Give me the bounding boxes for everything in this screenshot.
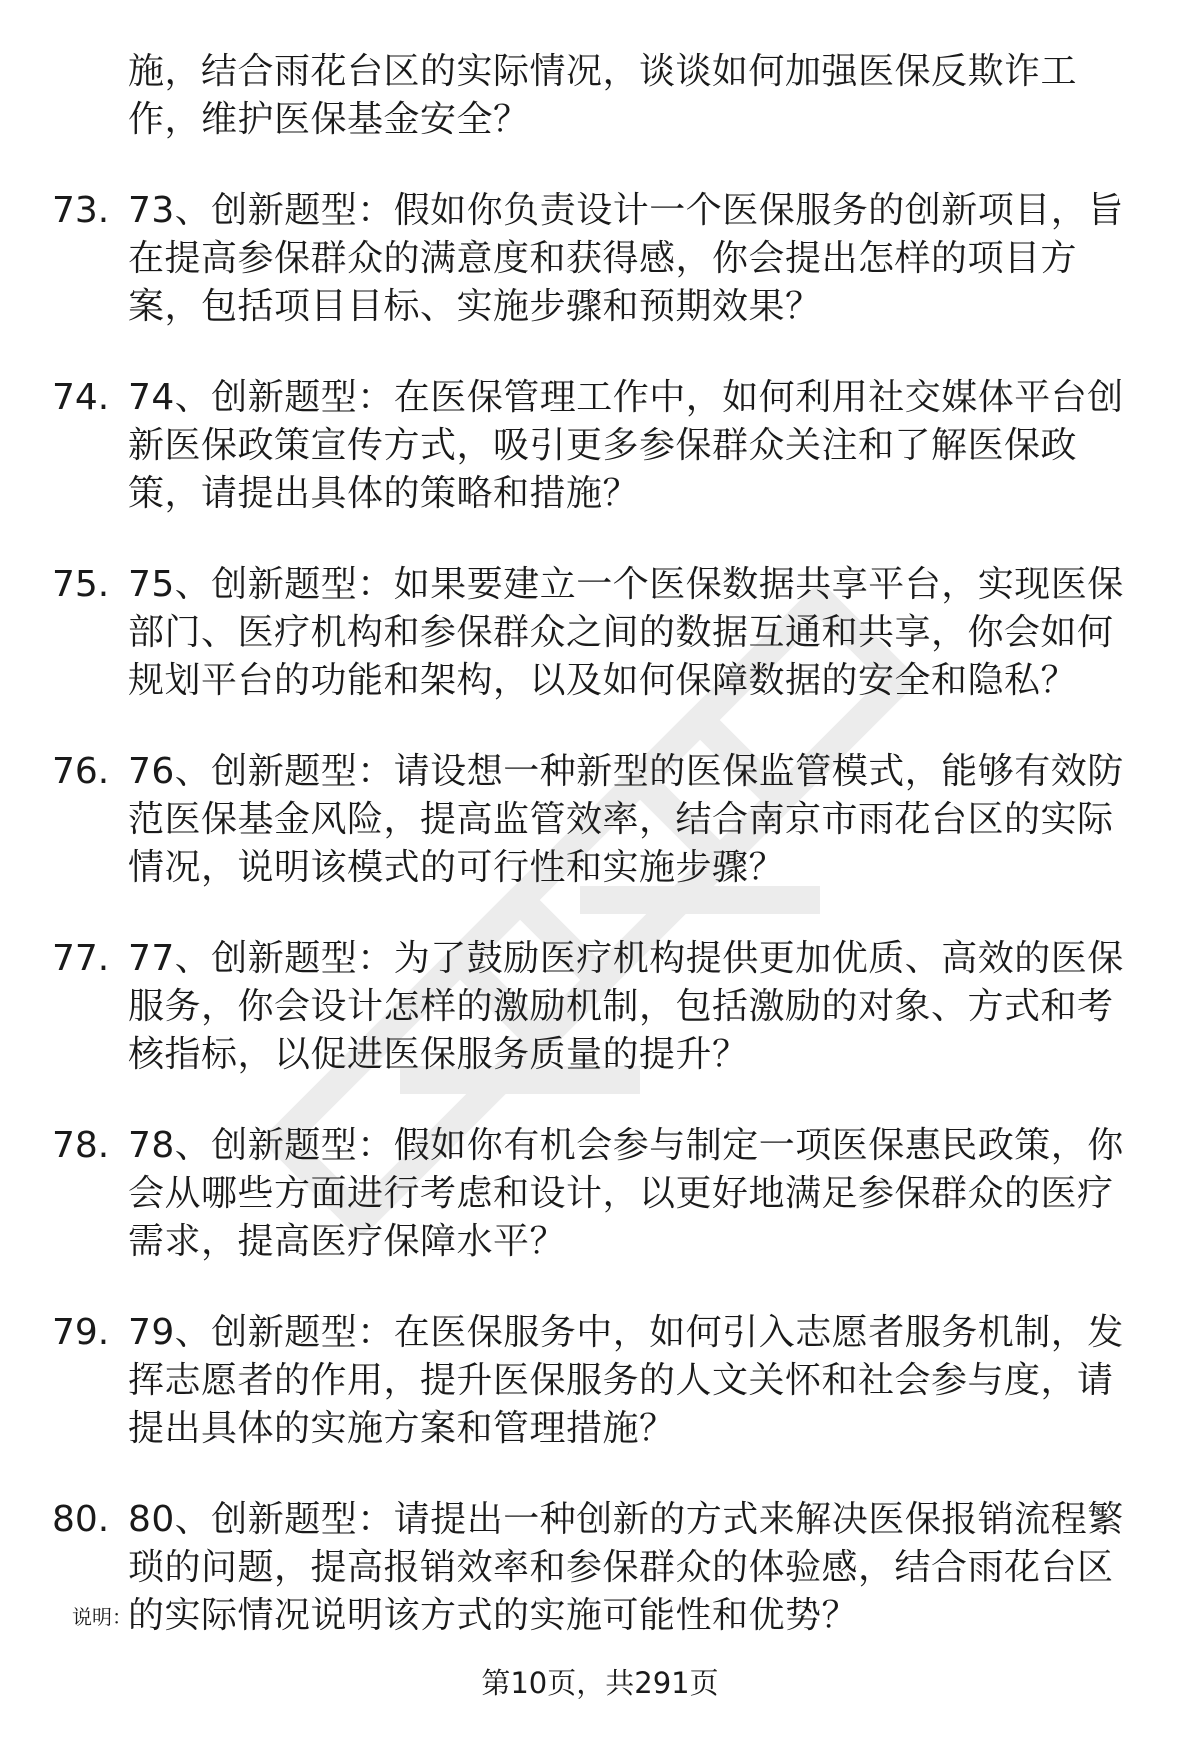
question-text: 73、创新题型：假如你负责设计一个医保服务的创新项目，旨在提高参保群众的满意度和获得感，你会提出怎样的项目方案，包括项目目标、实施步骤和预期效果？	[128, 190, 1124, 327]
question-text: 79、创新题型：在医保服务中，如何引入志愿者服务机制，发挥志愿者的作用，提升医保服务的人文关怀和社会参与度，请提出具体的实施方案和管理措施？	[128, 1312, 1124, 1449]
question-item	[0, 561, 1200, 705]
question-item	[0, 1122, 1200, 1266]
question-text: 74、创新题型：在医保管理工作中，如何利用社交媒体平台创新医保政策宣传方式，吸引更多参保群众关注和了解医保政策，请提出具体的策略和措施？	[128, 377, 1124, 514]
note-label: 说明：	[72, 1605, 132, 1629]
question-text: 78、创新题型：假如你有机会参与制定一项医保惠民政策，你会从哪些方面进行考虑和设计，以更好地满足参保群众的医疗需求，提高医疗保障水平？	[128, 1125, 1124, 1262]
question-text: 77、创新题型：为了鼓励医疗机构提供更加优质、高效的医保服务，你会设计怎样的激励机制，包括激励的对象、方式和考核指标，以促进医保服务质量的提升？	[128, 938, 1124, 1075]
question-item	[0, 1309, 1200, 1453]
question-number: 74.	[52, 377, 110, 418]
question-list	[0, 187, 1200, 1640]
question-number: 75.	[52, 564, 110, 605]
question-text: 75、创新题型：如果要建立一个医保数据共享平台，实现医保部门、医疗机构和参保群众之间的数据互通和共享，你会如何规划平台的功能和架构，以及如何保障数据的安全和隐私？	[128, 564, 1124, 701]
question-number: 78.	[52, 1125, 110, 1166]
question-item	[0, 935, 1200, 1079]
question-number: 76.	[52, 751, 110, 792]
question-number: 77.	[52, 938, 110, 979]
question-number: 79.	[52, 1312, 110, 1353]
question-item	[0, 748, 1200, 892]
document-body	[0, 48, 1200, 1640]
question-item	[0, 374, 1200, 518]
question-text: 80、创新题型：请提出一种创新的方式来解决医保报销流程繁琐的问题，提高报销效率和参保群众的体验感，结合雨花台区的实际情况说明该方式的实施可能性和优势？	[128, 1499, 1124, 1636]
question-number: 80.	[52, 1499, 110, 1540]
page-footer: 第10页，共291页	[481, 1666, 719, 1700]
question-text: 76、创新题型：请设想一种新型的医保监管模式，能够有效防范医保基金风险，提高监管效率，结合南京市雨花台区的实际情况，说明该模式的可行性和实施步骤？	[128, 751, 1124, 888]
question-item	[0, 1496, 1200, 1640]
continuation-text: 施，结合雨花台区的实际情况，谈谈如何加强医保反欺诈工作，维护医保基金安全？	[128, 51, 1078, 140]
question-item	[0, 187, 1200, 331]
question-number: 73.	[52, 190, 110, 231]
